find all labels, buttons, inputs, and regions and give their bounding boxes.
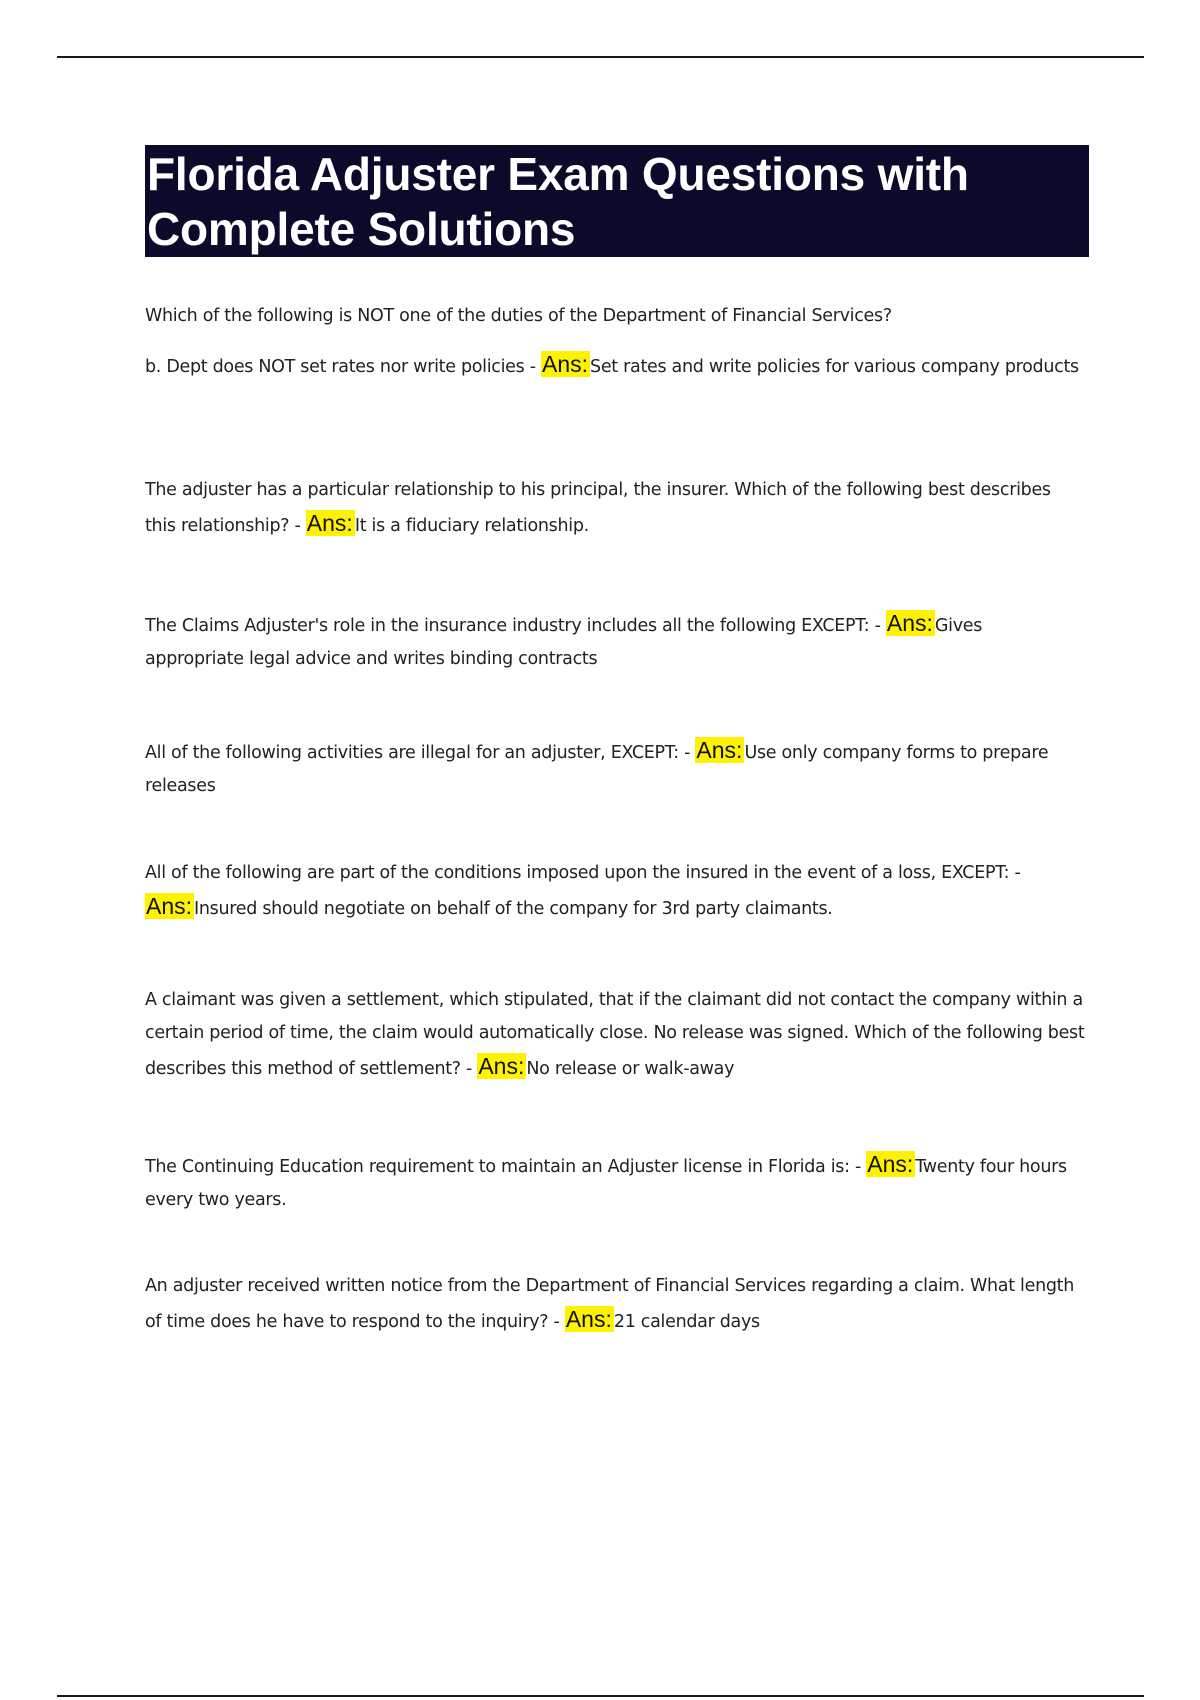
answer-marker: Ans: [696,737,743,763]
qa-item [145,857,1085,926]
answer-marker: Ans: [867,1151,914,1177]
question-text: The Continuing Education requirement to maintain an Adjuster license in Florida is: - [145,1157,867,1177]
qa-item [145,1148,1085,1217]
qa-item [145,607,1085,676]
question-text: A claimant was given a settlement, which stipulated, that if the claimant did not contact the company within a certain period of time, the claim would automatically close. No release was signed. Which of the following best describes this method of settlement? - [145,990,1085,1079]
answer-text: Set rates and write policies for various company products [590,357,1079,377]
answer-marker: Ans: [565,1306,612,1332]
intro-question: Which of the following is NOT one of the duties of the Department of Financial Services? [145,306,892,326]
answer-text: Twenty four hours every two years. [145,1157,1067,1210]
document-title: Florida Adjuster Exam Questions with Complete Solutions [147,148,969,255]
question-text: All of the following activities are illegal for an adjuster, EXCEPT: - [145,743,696,763]
title-banner [145,145,1089,257]
answer-marker: Ans: [886,610,933,636]
qa-item [145,474,1085,543]
answer-marker: Ans: [542,351,589,377]
qa-item [145,984,1085,1086]
answer-marker: Ans: [306,510,353,536]
answer-text: It is a fiduciary relationship. [354,516,589,536]
question-text: b. Dept does NOT set rates nor write policies - [145,357,541,377]
question-text: The Claims Adjuster's role in the insurance industry includes all the following EXCEPT: - [145,616,886,636]
header-rule [57,56,1144,58]
answer-text: Insured should negotiate on behalf of the company for 3rd party claimants. [194,899,833,919]
footer-rule [57,1695,1144,1697]
answer-text: Use only company forms to prepare releases [145,743,1049,796]
answer-text: 21 calendar days [613,1312,760,1332]
question-text: All of the following are part of the conditions imposed upon the insured in the event of a loss, EXCEPT: - [145,863,1021,883]
answer-marker: Ans: [478,1053,525,1079]
answer-marker: Ans: [146,893,193,919]
question-text: The adjuster has a particular relationship to his principal, the insurer. Which of the following best describes this relationship? - [145,480,1051,536]
answer-text: No release or walk-away [526,1059,735,1079]
question-text: An adjuster received written notice from the Department of Financial Services regarding a claim. What length of time does he have to respond to the inquiry? - [145,1276,1075,1332]
qa-item [145,348,1085,384]
qa-item [145,734,1085,803]
qa-item [145,1270,1085,1339]
answer-text: Gives appropriate legal advice and writes binding contracts [145,616,983,669]
